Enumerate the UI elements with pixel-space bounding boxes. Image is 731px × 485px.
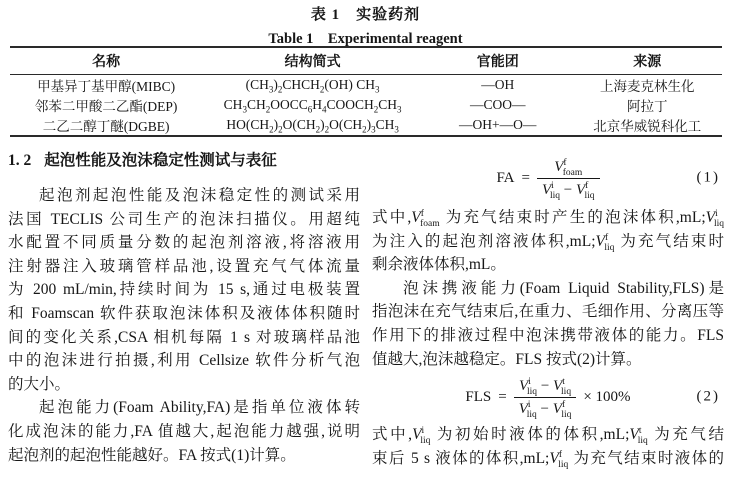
cell-formula: $HO(CH_2)_2O(CH_2)_2O(CH_2)_3CH_3$ — [226, 117, 399, 133]
fraction-numerator: $V^i_{liq} - V^t_{liq}$ — [514, 376, 577, 398]
column-header-group: 官能团 — [476, 55, 519, 70]
table-titles — [0, 3, 731, 48]
table-row — [10, 75, 722, 95]
column-header-source: 来源 — [633, 55, 662, 70]
text-line: 束后 5 s 液体的体积$,mL;V^f_{liq}$ 为充气结束时液体的 — [372, 449, 724, 470]
equation-2 — [372, 371, 724, 423]
equation-lhs: FA — [496, 169, 515, 186]
text-line: 为 200 mL/min,持续时间为 15 s,通过电极装置 — [8, 281, 360, 299]
section-title: 起泡性能及泡沫稳定性测试与表征 — [44, 152, 277, 169]
cell-name: 甲基异丁基甲醇(MIBC) — [37, 79, 176, 94]
text-line: 起泡剂起泡性能及泡沫稳定性的测试采用 — [39, 187, 360, 204]
text-line: 中的泡沫进行拍摄,利用 Cellsize 软件分析气泡 — [8, 352, 360, 370]
cell-source: 北京华威锐科化工 — [593, 119, 702, 134]
table-row — [10, 115, 722, 135]
cell-source: 上海麦克林生化 — [599, 79, 695, 94]
text-line: 为注入的起泡剂溶液体积$,mL;V^f_{liq}$ 为充气结束时 — [372, 232, 724, 253]
fraction-denominator: $V^i_{liq} - V^f_{liq}$ — [541, 180, 595, 201]
table-title-cn: 表 1 实验药剂 — [310, 7, 421, 23]
text-line: 水配置不同质量分数的起泡剂溶液,将溶液用 — [8, 234, 360, 252]
text-line: 间的变化关系,CSA 相机每隔 1 s 对玻璃样品池 — [8, 328, 360, 346]
column-header-formula: 结构简式 — [284, 55, 341, 70]
table-title-en: Table 1 Experimental reagent — [268, 31, 463, 47]
fraction — [537, 157, 600, 200]
text-line: 注射器注入玻璃管样品池,设置充气气体流量 — [8, 257, 360, 275]
section-number: 1. 2 — [8, 152, 32, 169]
cell-name: 二乙二醇丁醚(DGBE) — [42, 119, 170, 134]
equation-1 — [372, 150, 724, 206]
text-line: 起泡能力(Foam Ability,FA)是指单位液体转 — [39, 399, 360, 417]
cell-source: 阿拉丁 — [626, 99, 668, 114]
cell-name: 邻苯二甲酸二乙酯(DEP) — [34, 99, 178, 114]
reagent-table — [10, 46, 722, 137]
equation-number: (2) — [696, 388, 720, 405]
text-line: 的大小。 — [8, 375, 71, 393]
text-line: 式中$,V^i_{liq}$ 为初始时液体的体积$,mL;V^t_{liq}$ 为充气结 — [372, 426, 724, 447]
cell-group: —OH — [481, 77, 515, 92]
equals-sign: = — [498, 388, 507, 405]
right-column — [372, 150, 724, 470]
cell-formula: $(CH_3)_2CHCH_2(OH)$ $CH_3$ — [245, 77, 380, 93]
fraction-numerator: $V^f_{foam}$ — [537, 157, 600, 179]
section-heading — [8, 150, 360, 172]
cell-group: —COO— — [469, 97, 526, 112]
equals-sign: = — [521, 169, 530, 186]
fraction-denominator: $V^i_{liq} - V^f_{liq}$ — [518, 399, 572, 420]
text-line: 化成泡沫的能力,FA 值越大,起泡能力越强,说明 — [8, 422, 360, 440]
text-line: 和 Foamscan 软件获取泡沫体积及液体体积随时 — [8, 304, 360, 322]
text-line: 起泡剂的起泡性能越好。FA 按式(1)计算。 — [8, 446, 296, 464]
text-line: 值越大,泡沫越稳定。FLS 按式(2)计算。 — [372, 350, 642, 368]
text-line: 指泡沫在充气结束后,在重力、毛细作用、分离压等 — [372, 303, 724, 321]
text-line: 作用下的排液过程中泡沫携带液体的能力。FLS — [372, 326, 724, 344]
cell-group: —OH+—O— — [459, 117, 537, 132]
percent-multiplier: × 100% — [583, 388, 631, 405]
equation-number: (1) — [696, 169, 720, 186]
left-column — [8, 150, 360, 467]
text-line: 法国 TECLIS 公司生产的泡沫扫描仪。用超纯 — [8, 210, 360, 228]
text-line: 式中$,V^f_{foam}$ 为充气结束时产生的泡沫体积$,mL;V^i_{liq}$ — [372, 208, 724, 230]
text-line: 剩余液体体积,mL。 — [372, 256, 506, 274]
cell-formula: $CH_3CH_2OOCC_6H_4COOCH_2CH_3$ — [223, 97, 402, 113]
equation-lhs: FLS — [465, 388, 492, 405]
table-row — [10, 95, 722, 115]
text-line: 泡沫携液能力(Foam Liquid Stability,FLS)是 — [403, 279, 724, 297]
column-header-name: 名称 — [92, 55, 121, 70]
fraction — [514, 376, 577, 419]
table-header-row — [10, 48, 722, 75]
